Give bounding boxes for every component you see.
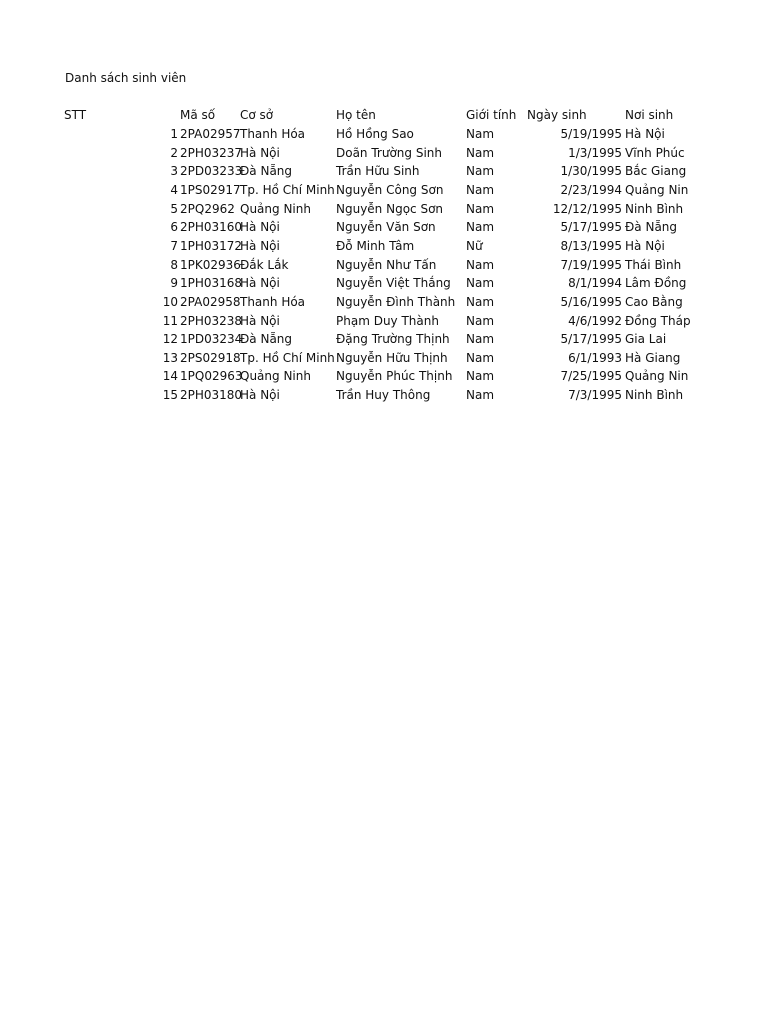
cell-ngay-sinh: 5/16/1995	[560, 294, 622, 309]
cell-ngay-sinh: 4/6/1992	[568, 313, 622, 328]
cell-ma-so: 2PH03237	[180, 145, 243, 160]
cell-gioi-tinh: Nam	[466, 201, 495, 216]
header-stt: STT	[64, 108, 87, 122]
cell-co-so: Đà Nẵng	[240, 332, 293, 347]
header-co-so: Cơ sở	[240, 108, 274, 122]
cell-stt: 3	[170, 164, 178, 179]
cell-noi-sinh: Quảng Nin	[625, 182, 689, 197]
cell-ho-ten: Doãn Trường Sinh	[336, 145, 443, 160]
cell-co-so: Tp. Hồ Chí Minh	[240, 182, 335, 197]
cell-ngay-sinh: 5/17/1995	[560, 332, 622, 347]
cell-ho-ten: Nguyễn Việt Thắng	[336, 276, 451, 291]
cell-stt: 4	[170, 182, 178, 197]
table-header-row	[0, 106, 768, 125]
cell-co-so: Hà Nội	[240, 388, 280, 403]
cell-co-so: Quảng Ninh	[240, 369, 311, 384]
cell-gioi-tinh: Nam	[466, 276, 495, 291]
cell-stt: 15	[162, 388, 178, 403]
cell-co-so: Hà Nội	[240, 238, 280, 253]
page-title: Danh sách sinh viên	[65, 71, 187, 85]
cell-noi-sinh: Hà Nội	[625, 127, 665, 141]
cell-ho-ten: Nguyễn Như Tấn	[336, 257, 437, 272]
cell-ngay-sinh: 12/12/1995	[552, 201, 622, 216]
cell-co-so: Hà Nội	[240, 313, 280, 328]
cell-ma-so: 1PH03168	[180, 276, 243, 291]
cell-ho-ten: Hồ Hồng Sao	[336, 127, 414, 141]
cell-ma-so: 1PH03172	[180, 238, 243, 253]
cell-co-so: Thanh Hóa	[240, 127, 306, 141]
cell-co-so: Quảng Ninh	[240, 201, 311, 216]
table-row	[0, 330, 768, 349]
table-row	[0, 125, 768, 144]
cell-ma-so: 2PH03160	[180, 220, 243, 235]
header-gioi-tinh: Giới tính	[466, 108, 517, 122]
cell-noi-sinh: Vĩnh Phúc	[625, 145, 685, 160]
cell-ho-ten: Trần Huy Thông	[336, 388, 431, 403]
table-row	[0, 367, 768, 386]
cell-stt: 14	[162, 369, 178, 384]
table-row	[0, 293, 768, 312]
cell-gioi-tinh: Nam	[466, 350, 495, 365]
cell-gioi-tinh: Nam	[466, 313, 495, 328]
table-row	[0, 312, 768, 331]
cell-ma-so: 2PQ2962	[180, 201, 235, 216]
cell-ngay-sinh: 5/17/1995	[560, 220, 622, 235]
table-row	[0, 144, 768, 163]
cell-ho-ten: Nguyễn Văn Sơn	[336, 220, 436, 235]
header-ngay-sinh: Ngày sinh	[527, 108, 587, 122]
cell-noi-sinh: Ninh Bình	[625, 201, 684, 216]
cell-stt: 6	[170, 220, 178, 235]
cell-gioi-tinh: Nam	[466, 257, 495, 272]
cell-ho-ten: Nguyễn Công Sơn	[336, 182, 444, 197]
header-noi-sinh: Nơi sinh	[625, 108, 674, 122]
cell-stt: 8	[170, 257, 178, 272]
cell-noi-sinh: Hà Nội	[625, 238, 665, 253]
cell-ma-so: 2PS02918	[180, 350, 241, 365]
cell-ma-so: 1PQ02963	[180, 369, 243, 384]
cell-ma-so: 2PA02957	[180, 127, 241, 141]
cell-ngay-sinh: 5/19/1995	[560, 127, 622, 141]
cell-co-so: Đà Nẵng	[240, 164, 293, 179]
cell-stt: 10	[162, 294, 178, 309]
cell-noi-sinh: Đà Nẵng	[625, 220, 678, 235]
cell-ho-ten: Đặng Trường Thịnh	[336, 332, 450, 347]
cell-noi-sinh: Quảng Nin	[625, 369, 689, 384]
table-row	[0, 181, 768, 200]
cell-stt: 9	[170, 276, 178, 291]
cell-ngay-sinh: 8/13/1995	[560, 238, 622, 253]
table-row	[0, 274, 768, 293]
cell-noi-sinh: Hà Giang	[625, 350, 681, 365]
table-row	[0, 349, 768, 368]
cell-ma-so: 2PD03233	[180, 164, 243, 179]
cell-gioi-tinh: Nữ	[466, 238, 483, 253]
cell-ngay-sinh: 6/1/1993	[568, 350, 622, 365]
cell-ma-so: 1PS02917	[180, 182, 241, 197]
cell-gioi-tinh: Nam	[466, 388, 495, 403]
cell-gioi-tinh: Nam	[466, 220, 495, 235]
header-ho-ten: Họ tên	[336, 108, 376, 122]
cell-ho-ten: Trần Hữu Sinh	[336, 164, 420, 179]
cell-stt: 13	[162, 350, 178, 365]
cell-ho-ten: Nguyễn Ngọc Sơn	[336, 201, 444, 216]
cell-ma-so: 1PK02936	[180, 257, 241, 272]
cell-ho-ten: Nguyễn Hữu Thịnh	[336, 350, 448, 365]
cell-stt: 12	[162, 332, 178, 347]
cell-stt: 7	[170, 238, 178, 253]
cell-co-so: Đắk Lắk	[240, 257, 289, 272]
cell-co-so: Thanh Hóa	[240, 294, 306, 309]
table-row	[0, 256, 768, 275]
cell-gioi-tinh: Nam	[466, 182, 495, 197]
cell-stt: 11	[162, 313, 178, 328]
cell-ngay-sinh: 7/19/1995	[560, 257, 622, 272]
cell-ho-ten: Đỗ Minh Tâm	[336, 238, 415, 253]
cell-noi-sinh: Đồng Tháp	[625, 313, 691, 328]
cell-ho-ten: Phạm Duy Thành	[336, 313, 439, 328]
cell-ngay-sinh: 7/3/1995	[568, 388, 622, 403]
cell-co-so: Tp. Hồ Chí Minh	[240, 350, 335, 365]
cell-ngay-sinh: 7/25/1995	[560, 369, 622, 384]
cell-noi-sinh: Thái Bình	[625, 257, 682, 272]
table-row	[0, 162, 768, 181]
cell-gioi-tinh: Nam	[466, 164, 495, 179]
table-row	[0, 237, 768, 256]
header-ma-so: Mã số	[180, 108, 216, 122]
table-row	[0, 218, 768, 237]
cell-noi-sinh: Ninh Bình	[625, 388, 684, 403]
cell-ma-so: 2PH03238	[180, 313, 243, 328]
cell-stt: 5	[170, 201, 178, 216]
cell-ngay-sinh: 2/23/1994	[560, 182, 622, 197]
cell-ngay-sinh: 1/3/1995	[568, 145, 622, 160]
cell-co-so: Hà Nội	[240, 276, 280, 291]
cell-gioi-tinh: Nam	[466, 369, 495, 384]
cell-ho-ten: Nguyễn Đình Thành	[336, 294, 456, 309]
table-row	[0, 200, 768, 219]
cell-ma-so: 2PH03180	[180, 388, 243, 403]
cell-gioi-tinh: Nam	[466, 294, 495, 309]
cell-noi-sinh: Gia Lai	[625, 332, 667, 347]
cell-ma-so: 1PD03234	[180, 332, 243, 347]
cell-gioi-tinh: Nam	[466, 127, 495, 141]
cell-ho-ten: Nguyễn Phúc Thịnh	[336, 369, 453, 384]
cell-co-so: Hà Nội	[240, 145, 280, 160]
cell-gioi-tinh: Nam	[466, 332, 495, 347]
cell-noi-sinh: Bắc Giang	[625, 164, 687, 179]
cell-gioi-tinh: Nam	[466, 145, 495, 160]
cell-stt: 1	[170, 127, 178, 141]
cell-co-so: Hà Nội	[240, 220, 280, 235]
cell-ngay-sinh: 1/30/1995	[560, 164, 622, 179]
cell-ma-so: 2PA02958	[180, 294, 241, 309]
cell-stt: 2	[170, 145, 178, 160]
cell-noi-sinh: Lâm Đồng	[625, 276, 687, 291]
table-row	[0, 386, 768, 405]
cell-ngay-sinh: 8/1/1994	[568, 276, 622, 291]
cell-noi-sinh: Cao Bằng	[625, 294, 683, 309]
